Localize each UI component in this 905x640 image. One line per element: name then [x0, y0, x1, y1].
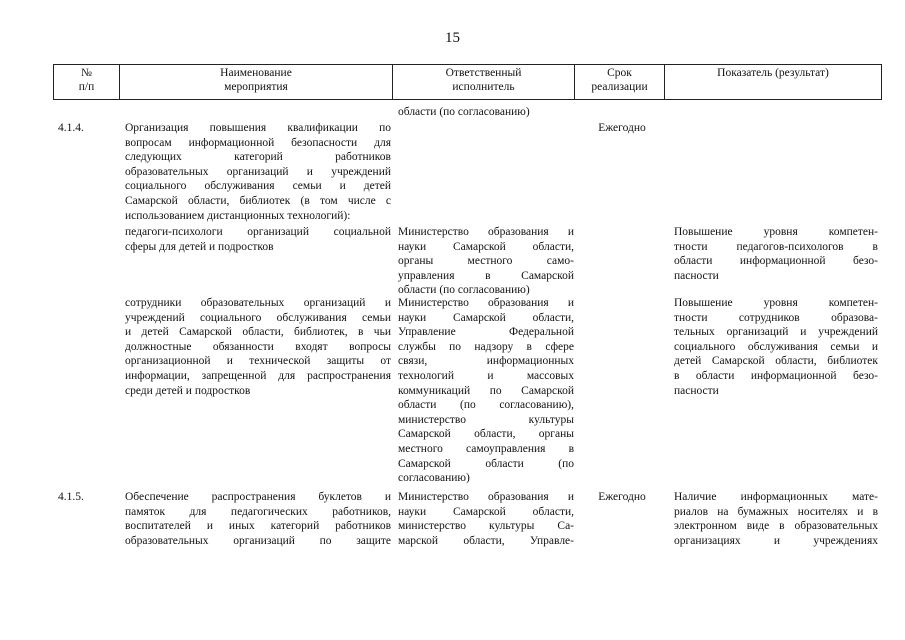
header-col-term: Срок реализации	[575, 65, 665, 100]
table-header	[53, 64, 882, 100]
header-col-name: Наименование мероприятия	[120, 65, 393, 100]
row-number-4-1-5: 4.1.5.	[58, 491, 84, 503]
row-term-4-1-5: Ежегодно	[598, 491, 646, 503]
row-title-4-1-4: Организация повышения квалификации по вопросам информационной безопасности для следующих категорий работников образовательных организаций и учреждений социального обслуживания семьи и детей Самарской области, библиотек (в том числе с использованием дистанционных технологий):	[125, 122, 391, 222]
header-col-result: Показатель (результат)	[665, 65, 882, 100]
subitem-responsible-psychologists: Министерство образования и науки Самарской области, органы местного само- управления в Самарской области (по согласованию)	[398, 226, 574, 297]
subitem-name-staff: сотрудники образовательных организаций и учреждений социального обслуживания семьи и детей Самарской области, библиотек, в чьи должностные обязанности входят вопросы организационной и технической защиты от информации, запрещенной для распространения среди детей и подростков	[125, 297, 391, 397]
subitem-result-staff: Повышение уровня компетен- тности сотрудников образова- тельных организаций и учреждений социального обслуживания семьи и детей Самарской области, библиотек в области информационной безо- пасности	[674, 297, 878, 397]
row-term-4-1-4: Ежегодно	[598, 122, 646, 134]
row-result-4-1-5: Наличие информационных мате- риалов на бумажных носителях и в электронном виде в образовательных организациях и учреждениях	[674, 491, 878, 547]
page-number: 15	[445, 30, 460, 46]
header-col-number: № п/п	[54, 65, 120, 100]
subitem-responsible-staff: Министерство образования и науки Самарской области, Управление Федеральной службы по надзору в сфере связи, информационных технологий и массовых коммуникаций по Самарской области (по согласованию), министерство культуры Самарской области, органы местного самоуправления в Самарской области (по согласованию)	[398, 297, 574, 485]
row-name-4-1-5: Обеспечение распространения буклетов и памяток для педагогических работников, воспитателей и иных категорий работников образовательных организаций по защите	[125, 491, 391, 547]
carryover-responsible: области (по согласованию)	[398, 106, 530, 118]
header-col-responsible: Ответственный исполнитель	[393, 65, 575, 100]
row-number-4-1-4: 4.1.4.	[58, 122, 84, 134]
subitem-result-psychologists: Повышение уровня компетен- тности педагогов-психологов в области информационной безо- пасности	[674, 226, 878, 282]
row-responsible-4-1-5: Министерство образования и науки Самарской области, министерство культуры Са- марской области, Управле-	[398, 491, 574, 547]
subitem-name-psychologists: педагоги-психологи организаций социальной сферы для детей и подростков	[125, 226, 391, 253]
